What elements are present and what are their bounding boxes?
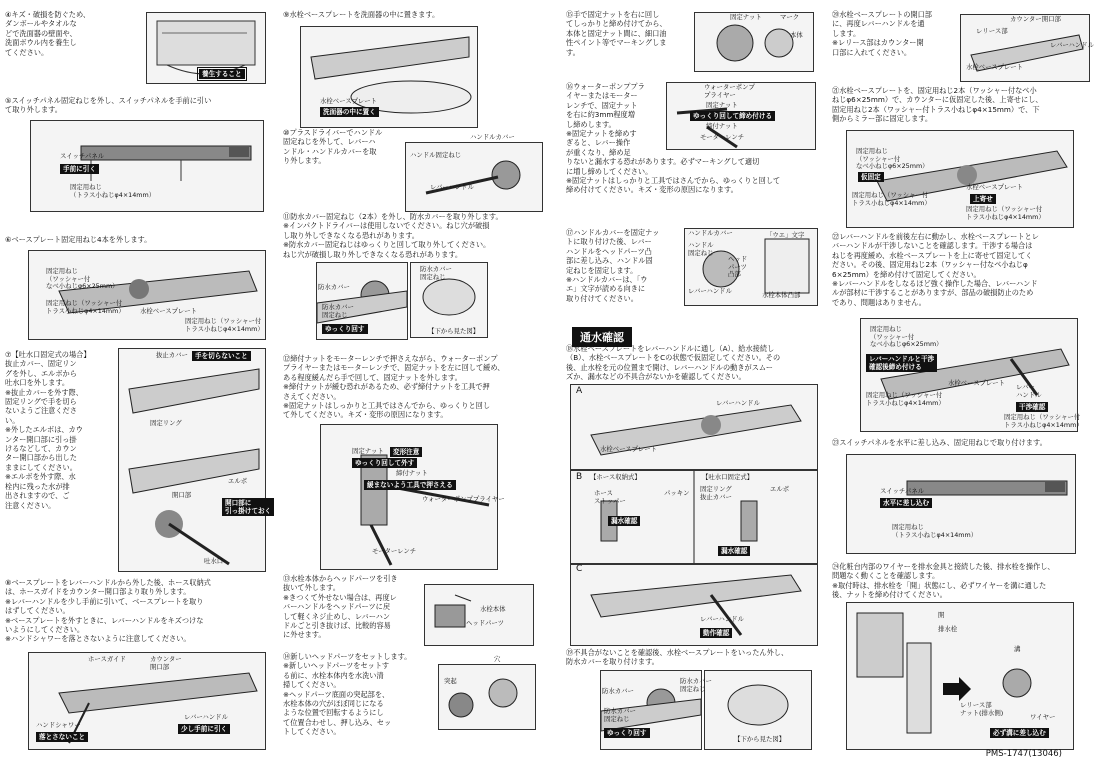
step-23-label-panel: スイッチパネル (880, 487, 925, 495)
step-18-label-a: A (576, 386, 583, 396)
step-11-label-bottom-view: 【下から見た図】 (428, 327, 480, 335)
step-6-label-screw-b: 固定用ねじ（ワッシャー付 トラス小ねじφ4×14mm） (46, 299, 125, 315)
step-6-label-base-plate: 水栓ベースプレート (140, 307, 197, 315)
step-18-b-tag1: 漏水確認 (608, 516, 640, 526)
step-24-tag: 必ず溝に差し込む (990, 728, 1049, 738)
step-22-label-lever: レバー ハンドル (1016, 383, 1042, 399)
step-8-tag-pull: 少し手前に引く (178, 724, 230, 734)
step-6-label-screw-c: 固定用ねじ（ワッシャー付 トラス小ねじφ4×14mm） (185, 317, 264, 333)
step-4-text: ④キズ・破損を防ぐため、 ダンボールやタオルな どで洗面器の壁面や、 洗面ボウル内を養生し てください。 (5, 10, 91, 57)
step-17-label-ue: 「ウエ」文字 (766, 231, 805, 239)
step-21-text: ㉑水栓ベースプレートを、固定用ねじ2本（ワッシャー付なべ小 ねじφ6×25mm）で、カウンターに仮固定した後、上寄せにし、 固定用ねじ2本（ワッシャー付トラス小ねじφ4×15mm）で、下 側からミラー部に固定します。 (832, 86, 1043, 124)
step-24-label-drain: 排水栓 (938, 625, 958, 633)
step-12-tag-deform: 変形注意 (390, 447, 422, 457)
step-7-figure (118, 348, 266, 572)
step-17-label-head: ヘッド パーツ 凸部 (728, 255, 748, 278)
step-18-b-stopper: ホース ストッパー (594, 489, 626, 505)
step-18-b-ring: 固定リング 抜止カバー (700, 485, 732, 501)
step-11-tag: ゆっくり回す (322, 324, 368, 334)
step-7-tag-hang: 開口部に 引っ掛けておく (222, 498, 274, 516)
step-22-text: ㉒レバーハンドルを前後左右に動かし、水栓ベースプレートとレ バーハンドルが干渉しないことを確認します。干渉する場合は ねじを再度緩め、水栓ベースプレートを上に寄せて固定してく ださい。その後、固定用ねじ2本（ワッシャー付なべ小ねじφ 6×25mm）を締め付けて固定してください。 ※レバーハンドルをしなるほど強く操作した場合、レバーハンド ルが部材に干渉することがありますが、部品の破損防止のため であり、問題はありません。 (832, 232, 1039, 307)
step-22-label-screw-a: 固定用ねじ （ワッシャー付 なべ小ねじφ6×25mm） (870, 325, 943, 348)
step-13-label-head: ヘッドパーツ (466, 619, 504, 627)
step-19-label-screw: 防水カバー 固定ねじ (604, 707, 636, 723)
step-20-label-plate: 水栓ベースプレート (966, 63, 1023, 71)
step-17-label-body-bump: 水栓本体凸部 (762, 291, 801, 299)
step-14-label-hole: 穴 (494, 655, 501, 663)
step-19-label-bottom-view: 【下から見た図】 (734, 735, 786, 743)
step-16-label-tighten-nut: 締付ナット (706, 122, 738, 130)
step-12-tag-hold: 緩まないよう工具で押さえる (364, 480, 456, 490)
step-9-label-plate: 水栓ベースプレート (320, 97, 377, 105)
step-20-text: ⑳水栓ベースプレートの開口部 に、再度レバーハンドルを通 します。 ※レリース部はカウンター開 口部に入れてください。 (832, 10, 932, 57)
step-8-label-lever: レバーハンドル (184, 713, 228, 721)
step-16-label-nut: 固定ナット (706, 101, 738, 109)
step-12-label-wrench: モーターレンチ (372, 547, 417, 555)
step-10-label-screw: ハンドル固定ねじ (410, 151, 462, 159)
step-4-tag: 養生すること (199, 69, 245, 79)
step-7-label-ring: 固定リング (150, 419, 182, 427)
step-7-tag-hand: 手を切らないこと (192, 351, 251, 361)
step-14-figure (438, 664, 536, 730)
step-19-label-screw-b: 防水カバー 固定ねじ (680, 677, 712, 693)
step-22-tag-check: レバーハンドルと干渉 確認後締め付ける (866, 354, 937, 372)
step-12-tag-slow: ゆっくり回して外す (352, 458, 417, 468)
step-20-label-release: レリース部 (976, 27, 1008, 35)
step-18-text: ⑱水栓ベースプレートをレバーハンドルに通し（A）、給水接続し （B）、水栓ベースプレートをCの状態で仮固定してください。その 後、止水栓を元の位置まで開け、レバーハンドルの動きがスムー ズか、漏水などの不具合がないかを確認してください。 (566, 344, 781, 382)
step-18-figure-c (570, 564, 818, 646)
step-13-figure (424, 584, 534, 646)
step-8-text: ⑧ベースプレートをレバーハンドルから外した後、ホース収納式 は、ホースガイドをカウンター開口部より取り外します。 ※レバーハンドルを少し手前に引いて、ベースプレートを取り はずしてください。 ※ベースプレートを外すときに、レバーハンドルをキズつけな いようにしてください。 ※ハンドシャワーを落とさないように注意してください。 (5, 578, 211, 644)
step-21-tag-up: 上寄せ (970, 194, 996, 204)
step-17-text: ⑰ハンドルカバーを固定ナッ トに取り付けた後、レバー ハンドルをヘッドパーツ凸 部に差し込み、ハンドル固 定ねじを固定します。 ※ハンドルカバーは、「ウ エ」文字が読める向きに 取り付けてください。 (566, 228, 660, 303)
step-23-text: ㉓スイッチパネルを水平に差し込み、固定用ねじで取り付けます。 (832, 438, 1047, 447)
step-8-label-counter: カウンター 開口部 (150, 655, 182, 671)
step-22-label-screw-c: 固定用ねじ（ワッシャー付 トラス小ねじφ4×14mm） (1004, 413, 1083, 429)
step-6-text: ⑥ベースプレート固定用ねじ4本を外します。 (5, 235, 152, 244)
step-7-label-spout: 吐水口 (204, 557, 224, 565)
step-16-text: ⑯ウォーターポンププラ イヤーまたはモーター レンチで、固定ナット を右に約3mm程度増 し締めします。 ※固定ナットを締めす ぎると、レバー操作 が重くなり、締め足 りないと漏水する恐れがあります。必ずマーキングして適切 に増し締めしてください。 ※固定ナットはしっかりと工具ではさんでから、ゆっくりと回して 締め付けてください。キズ・変形の原因になります。 (566, 82, 781, 195)
step-21-label-screw-c: 固定用ねじ（ワッシャー付 トラス小ねじφ4×14mm） (966, 205, 1045, 221)
step-16-label-wrench: モーターレンチ (700, 133, 745, 141)
step-7-label-cover: 抜止カバー (156, 351, 188, 359)
step-19-tag: ゆっくり回す (604, 728, 650, 738)
step-19-text: ⑲不具合がないことを確認後、水栓ベースプレートをいったん外し、 防水カバーを取り付けます。 (566, 648, 789, 667)
step-18-b-spout-type: 【吐水口固定式】 (702, 473, 754, 481)
step-12-text: ⑫締付ナットをモーターレンチで押さえながら、ウォーターポンプ プライヤーまたはモーターレンチで、固定ナットを左に回して緩め、 ある程度緩んだら手で回して、固定ナットを外します。 ※締付ナットが緩む恐れがあるため、必ず締付ナットを工具で押 さえてください。 ※固定ナットはしっかりと工具ではさんでから、ゆっくりと回し て外してください。キズ・変形の原因になります。 (283, 354, 505, 420)
step-21-label-plate: 水栓ベースプレート (966, 183, 1023, 191)
step-16-label-plier: ウォーターポンプ プライヤー (704, 83, 755, 99)
step-7-label-elbow: エルボ (228, 477, 248, 485)
step-17-label-screw: ハンドル 固定ねじ (688, 241, 714, 257)
document-code: PMS-1747(13046) (985, 749, 1062, 759)
step-11-label-screw-b: 防水カバー 固定ねじ (420, 265, 452, 281)
step-11-text: ⑪防水カバー固定ねじ（2本）を外し、防水カバーを取り外します。 ※インパクトドライバーは使用しないでください。ねじ穴が破損 し取り外しできなくなる恐れがあります。 ※防水カバー固定ねじはゆっくりと回して取り外してください。 ねじ穴が破損し取り外しできなくなる恐れがあります。 (283, 212, 503, 259)
step-10-label-cover: ハンドルカバー (470, 133, 515, 141)
step-5-label-screw: 固定用ねじ （トラス小ねじφ4×14mm） (70, 183, 156, 199)
step-18-figure-a (570, 384, 818, 470)
step-6-label-screw-a: 固定用ねじ （ワッシャー付 なべ小ねじφ6×25mm） (46, 267, 119, 290)
step-15-label-mark: マーク (780, 13, 800, 21)
step-18-label-b: B (576, 472, 583, 482)
step-8-label-shower: ハンドシャワー (36, 721, 81, 729)
step-17-label-lever: レバーハンドル (688, 287, 732, 295)
step-18-a-plate: 水栓ベースプレート (600, 445, 657, 453)
step-9-tag: 洗面器の中に置く (320, 107, 379, 117)
step-21-label-screw-b: 固定用ねじ（ワッシャー付 トラス小ねじφ4×14mm） (852, 191, 931, 207)
step-15-label-body: 本体 (790, 31, 803, 39)
step-24-label-open: 開 (938, 611, 945, 619)
step-18-label-c: C (576, 564, 583, 574)
step-9-text: ⑨水栓ベースプレートを洗面器の中に置きます。 (283, 10, 440, 19)
step-18-b-packing: パッキン (664, 489, 690, 497)
step-18-c-lever: レバーハンドル (700, 615, 744, 623)
step-24-label-release: レリース部 ナット(排水側) (960, 701, 1004, 717)
step-8-tag-drop: 落とさないこと (36, 732, 88, 742)
step-11-label-cover: 防水カバー (318, 283, 350, 291)
step-17-label-cover: ハンドルカバー (688, 229, 733, 237)
step-20-label-lever: レバーハンドル (1050, 41, 1094, 49)
step-5-tag: 手前に引く (60, 164, 99, 174)
step-21-tag-temp: 仮固定 (858, 172, 884, 182)
step-20-label-counter: カウンター開口部 (1010, 15, 1061, 23)
step-7-label-opening: 開口部 (172, 491, 192, 499)
step-12-label-plier: ウォーターポンププライヤー (422, 495, 505, 503)
step-8-label-hose-guide: ホースガイド (88, 655, 126, 663)
step-18-b-elbow: エルボ (770, 485, 790, 493)
section-title: 通水確認 (572, 327, 632, 347)
step-23-label-screw: 固定用ねじ （トラス小ねじφ4×14mm） (892, 523, 978, 539)
step-13-label-body: 水栓本体 (480, 605, 506, 613)
step-23-tag: 水平に差し込む (880, 498, 932, 508)
step-7-text: ⑦【吐水口固定式の場合】 抜止カバー、固定リン グを外し、エルボから 吐水口を外します。 ※抜止カバーを外す際、 固定リングで手を切ら ないようご注意くださ い。 ※外したエルボは、カウ ンター開口部に引っ掛 けるなどして、カウン ター開口部から出した ままにしてください。 ※エルボを外す際、水 栓内に残った水が排 出されますので、ご 注意ください。 (5, 350, 91, 510)
step-22-tag-interfere: 干渉確認 (1016, 402, 1048, 412)
step-15-text: ⑮手で固定ナットを右に回し てしっかりと締め付けてから、 本体と固定ナット間に、細口油 性ペイント等でマーキングしま す。 (566, 10, 667, 57)
step-11-label-screw: 防水カバー 固定ねじ (322, 303, 354, 319)
step-16-tag: ゆっくり回して締め付ける (690, 111, 775, 121)
step-15-label-nut: 固定ナット (730, 13, 762, 21)
step-24-label-groove: 溝 (1014, 645, 1021, 653)
step-5-label-switch-panel: スイッチパネル (60, 152, 105, 160)
step-14-label-bump: 突起 (444, 677, 457, 685)
step-18-c-tag: 動作確認 (700, 628, 732, 638)
step-22-label-plate: 水栓ベースプレート (948, 379, 1005, 387)
step-24-label-wire: ワイヤー (1030, 713, 1056, 721)
step-5-text: ⑤スイッチパネル固定ねじを外し、スイッチパネルを手前に引い て取り外します。 (5, 96, 212, 115)
step-12-label-fixed-nut: 固定ナット (352, 447, 384, 455)
step-10-label-lever: レバーハンドル (430, 183, 474, 191)
step-12-label-tighten-nut: 締付ナット (396, 469, 428, 477)
step-10-text: ⑩プラスドライバーでハンドル 固定ねじを外して、レバーハ ンドル・ハンドルカバーを取 り外します。 (283, 128, 383, 166)
step-18-b-hose-type: 【ホース収納式】 (590, 473, 641, 481)
step-18-b-tag2: 漏水確認 (718, 546, 750, 556)
step-19-label-cover: 防水カバー (602, 687, 634, 695)
step-24-text: ㉔化粧台内部のワイヤーを排水金具と接続した後、排水栓を操作し、 問題なく動くことを確認します。 ※取付時は、排水栓を「開」状態にし、必ずワイヤーを溝に通した 後、ナットを締め付けてください。 (832, 562, 1055, 600)
step-14-text: ⑭新しいヘッドパーツをセットします。 ※新しいヘッドパーツをセットす る前に、水栓本体内を水洗い清 掃してください。 ※ヘッドパーツ底面の突起部を、 水栓本体の穴がほぼ同じになる ような位置で回転するようにし て位置合わせし、押し込み、セッ トしてください。 (283, 652, 412, 737)
step-22-label-screw-b: 固定用ねじ（ワッシャー付 トラス小ねじφ4×14mm） (866, 391, 945, 407)
step-18-a-lever: レバーハンドル (716, 399, 760, 407)
step-13-text: ⑬水栓本体からヘッドパーツを引き 抜いて外します。 ※きつくて外せない場合は、再度レ バーハンドルをヘッドパーツに戻 して軽くネジ止めし、レバーハン ドルごと引き抜けば、比較的容易 に外せます。 (283, 574, 398, 640)
step-21-label-screw-a: 固定用ねじ （ワッシャー付 なべ小ねじφ6×25mm） (856, 147, 929, 170)
